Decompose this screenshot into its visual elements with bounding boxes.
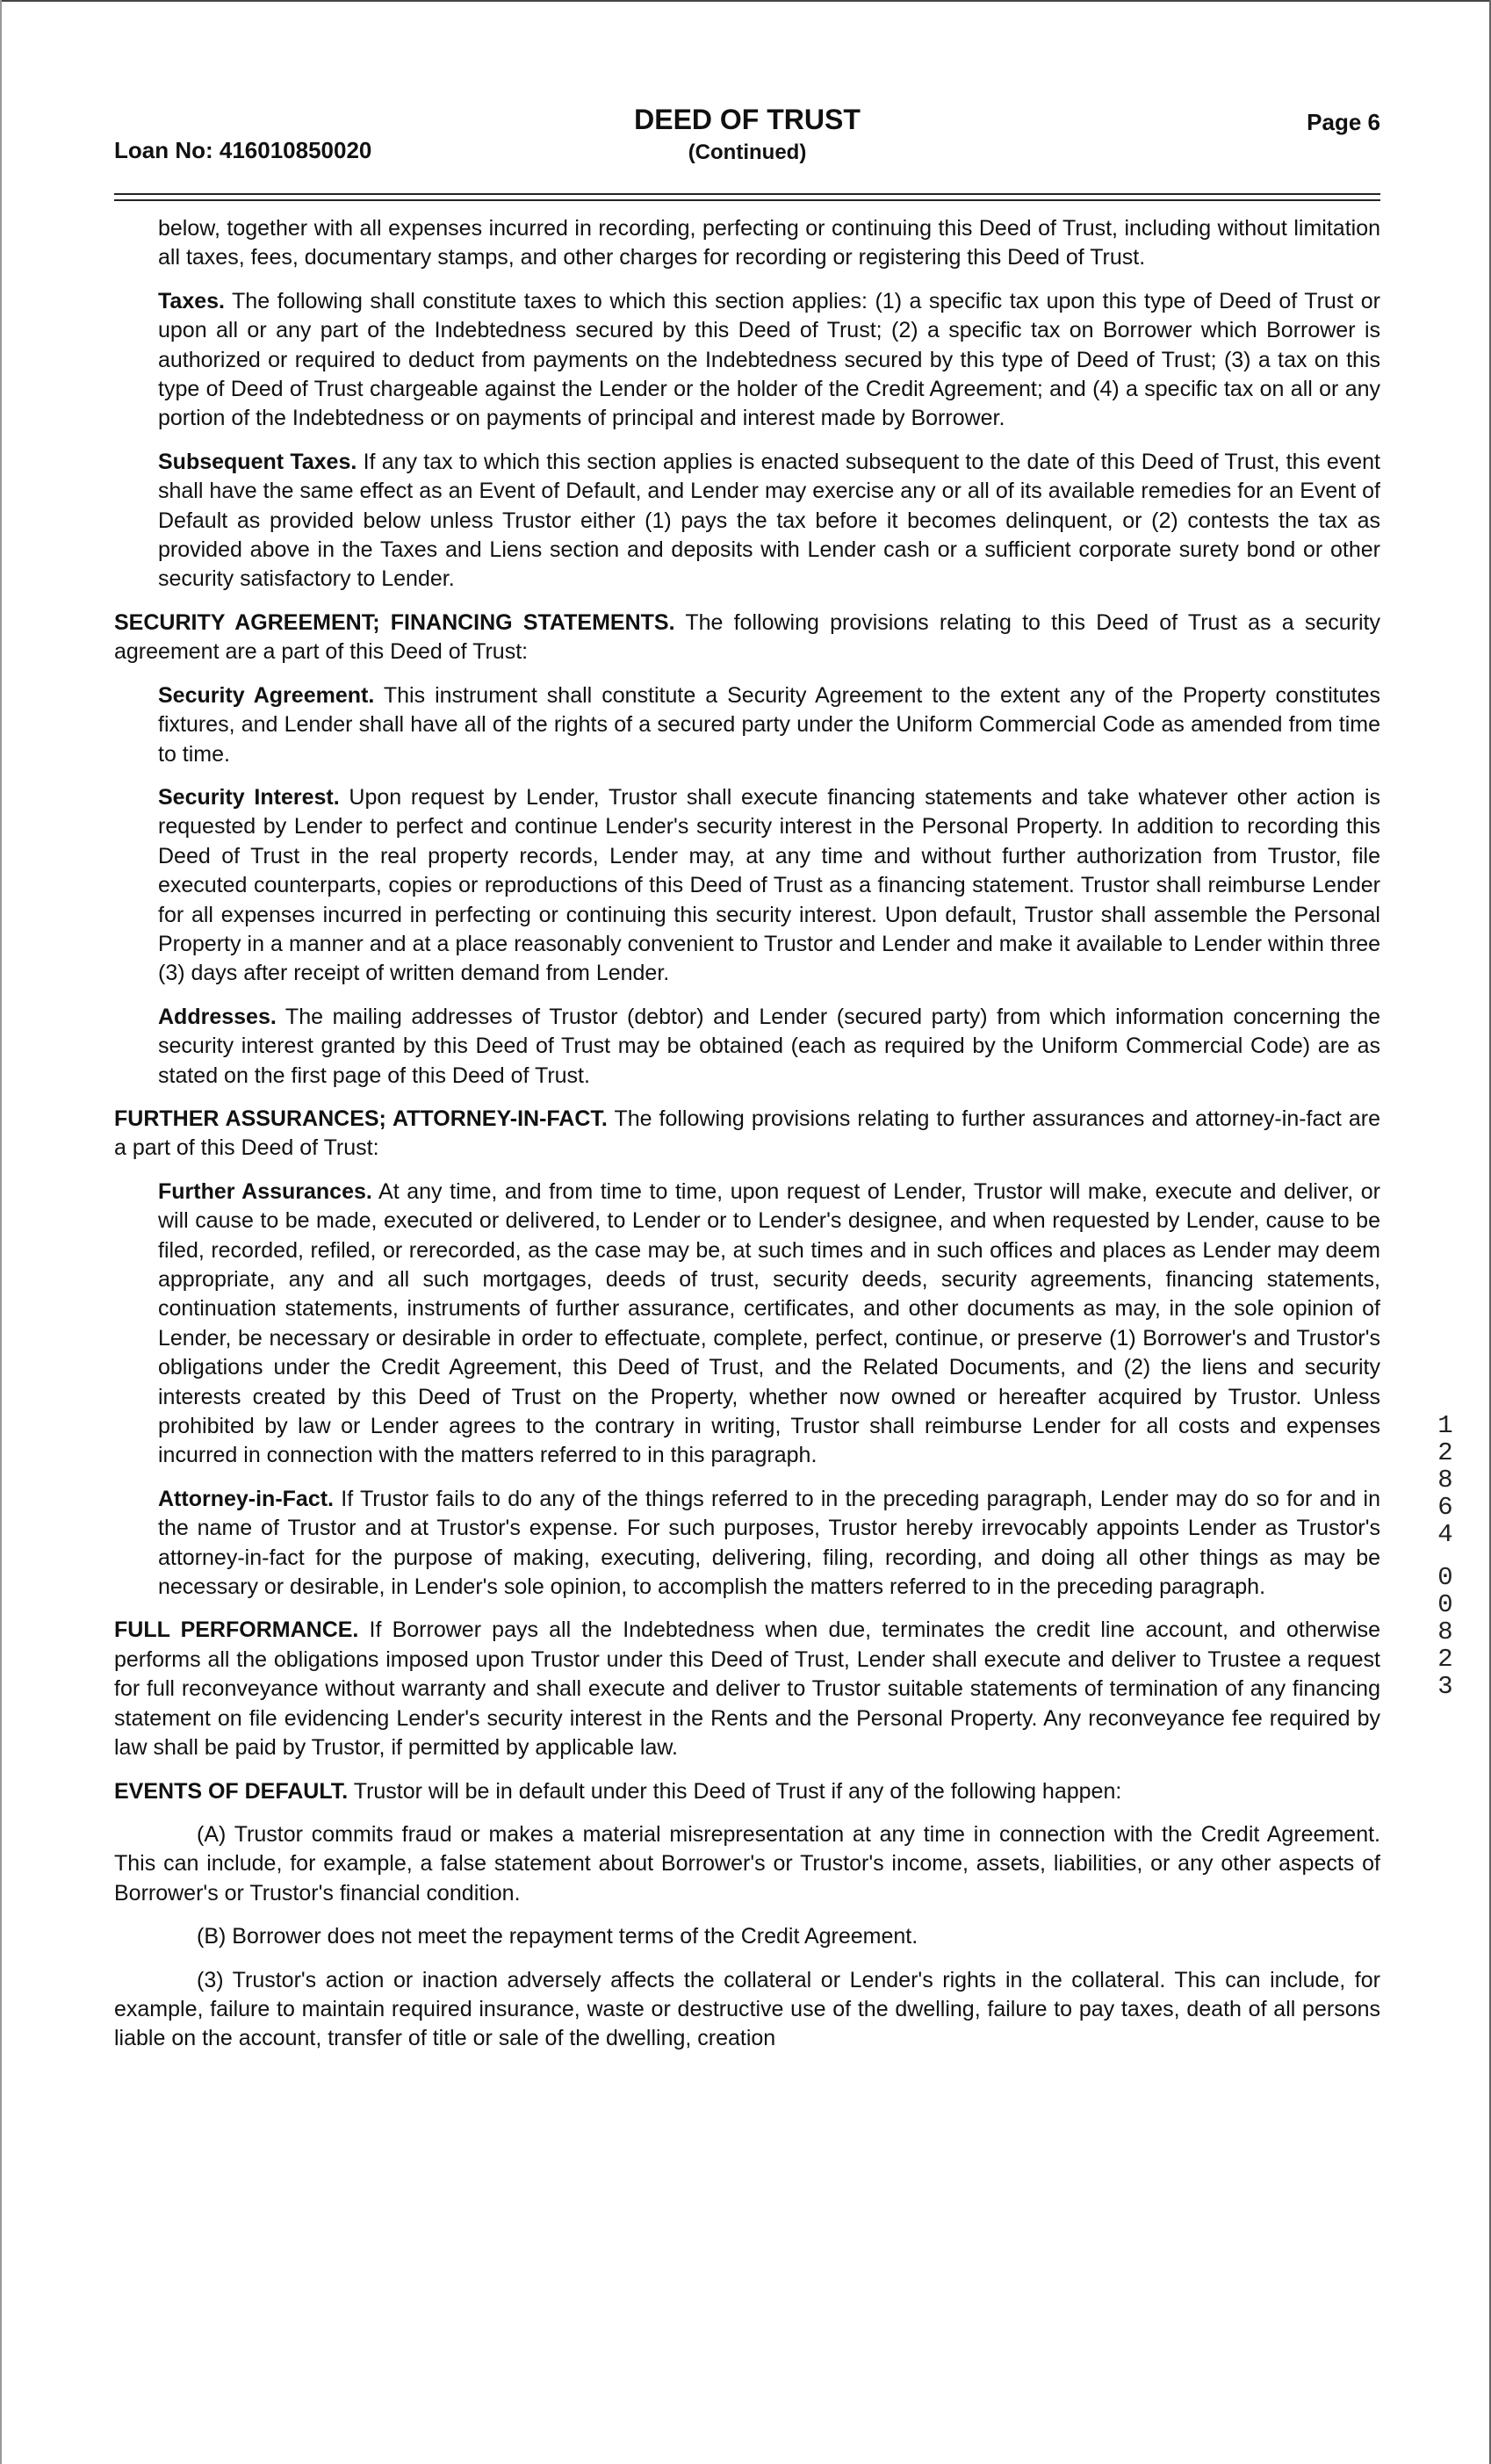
stamp-char: 3 — [1437, 1672, 1453, 1701]
section-heading: Addresses. — [158, 1004, 277, 1029]
stamp-char: 2 — [1437, 1645, 1453, 1674]
paragraph-text: At any time, and from time to time, upon request of Lender, Trustor will make, execute and deliver, or will cause to be made, executed or delivered, to Lender or to Lender's designee, and when requested by Lender, cause to be filed, recorded, refiled, or rerecorded, as the case may be, at such times and in such offices and places as Lender may deem appropriate, any and all such mortgages, deeds of trust, security deeds, security agreements, financing statements, continuation statements, instruments of further assurance, certificates, and other documents as may, in the sole opinion of Lender, be necessary or desirable in order to effectuate, complete, perfect, continue, or preserve (1) Borrower's and Trustor's obligations under the Credit Agreement, this Deed of Trust, and the Related Documents, and (2) the liens and security interests created by this Deed of Trust on the Property, whether now owned or hereafter acquired by Trustor. Unless prohibited by law or Lender agrees to the contrary in writing, Trustor shall reimburse Lender for all costs and expenses incurred in connection with the matters referred to in this paragraph. — [158, 1178, 1380, 1468]
header-rule-bottom — [114, 199, 1380, 201]
paragraph-text: If any tax to which this section applies is enacted subsequent to the date of this Deed of Trust, this event shall have the same effect as an Event of Default, and Lender may exercise any or all of its available remedies for an Event of Default as provided below unless Trustor either (1) pays the tax before it becomes delinquent, or (2) contests the tax as provided above in the Taxes and Liens section and deposits with Lender cash or a sufficient corporate surety bond or other security satisfactory to Lender. — [158, 449, 1380, 592]
paragraph-further-assurances-section — [114, 1105, 1380, 1164]
stamp-char: 2 — [1437, 1438, 1453, 1467]
paragraph-text: The following shall constitute taxes to which this section applies: (1) a specific tax upon this type of Deed of Trust or upon all or any part of the Indebtedness secured by this Deed of Trust; (2) a specific tax on Borrower which Borrower is authorized or required to deduct from payments on the Indebtedness secured by this type of Deed of Trust; (3) a tax on this type of Deed of Trust chargeable against the Lender or the holder of the Credit Agreement; and (4) a specific tax on all or any portion of the Indebtedness or on payments of principal and interest made by Borrower. — [158, 288, 1380, 431]
paragraph-addresses — [114, 1003, 1380, 1091]
page-header — [114, 104, 1380, 174]
paragraph-security-interest — [114, 783, 1380, 989]
paragraph-text: below, together with all expenses incurred in recording, perfecting or continuing this Deed of Trust, including without limitation all taxes, fees, documentary stamps, and other charges for recording or registering this Deed of Trust. — [158, 216, 1380, 270]
header-rule-top — [114, 193, 1380, 195]
paragraph-further-assurances — [114, 1178, 1380, 1471]
paragraph-event-a — [114, 1820, 1380, 1908]
stamp-char: 6 — [1437, 1493, 1453, 1522]
paragraph-attorney-in-fact — [114, 1485, 1380, 1603]
paragraph-event-3 — [114, 1966, 1380, 2054]
stamp-char: 8 — [1437, 1617, 1453, 1646]
document-body — [114, 214, 1380, 2068]
stamp-char: 8 — [1437, 1466, 1453, 1495]
section-heading: Security Interest. — [158, 784, 340, 810]
paragraph-text: (B) Borrower does not meet the repayment terms of the Credit Agreement. — [197, 1924, 918, 1949]
document-subtitle: (Continued) — [688, 140, 807, 164]
document-title: DEED OF TRUST — [634, 104, 861, 135]
paragraph-text: This instrument shall constitute a Security Agreement to the extent any of the Property constitutes fixtures, and Lender shall have all of the rights of a secured party under the Uniform Commercial Code as amended from time to time. — [158, 682, 1380, 767]
page-edge-left — [0, 0, 2, 2464]
page-number: Page 6 — [1307, 109, 1380, 135]
section-heading: FURTHER ASSURANCES; ATTORNEY-IN-FACT. — [114, 1106, 608, 1131]
section-heading: Taxes. — [158, 288, 225, 313]
section-heading: Subsequent Taxes. — [158, 449, 357, 474]
section-heading: SECURITY AGREEMENT; FINANCING STATEMENTS. — [114, 609, 675, 635]
section-heading: EVENTS OF DEFAULT. — [114, 1778, 349, 1804]
stamp-char: 0 — [1437, 1590, 1453, 1619]
paragraph-text: Trustor will be in default under this Deed of Trust if any of the following happen: — [353, 1778, 1122, 1804]
page-edge-top — [0, 0, 1491, 2]
paragraph-text: The following provisions relating to further assurances and attorney-in-fact are a part of this Deed of Trust: — [114, 1106, 1380, 1161]
paragraph-security-agreement-section — [114, 609, 1380, 667]
paragraph-text: (A) Trustor commits fraud or makes a material misrepresentation at any time in connection with the Credit Agreement. This can include, for example, a false statement about Borrower's or Trustor's income, assets, liabilities, or any other aspects of Borrower's or Trustor's financial condition. — [114, 1821, 1380, 1906]
section-heading: Further Assurances. — [158, 1178, 372, 1204]
paragraph-text: If Trustor fails to do any of the things referred to in the preceding paragraph, Lender may do so for and in the name of Trustor and at Trustor's expense. For such purposes, Trustor hereby irrevocably appoints Lender as Trustor's attorney-in-fact for the purpose of making, executing, delivering, filing, recording, and doing all other things as may be necessary or desirable, in Lender's sole opinion, to accomplish the matters referred to in the preceding paragraph. — [158, 1486, 1380, 1600]
paragraph-text: If Borrower pays all the Indebtedness when due, terminates the credit line account, and otherwise performs all the obligations imposed upon Trustor under this Deed of Trust, Lender shall execute and deliver to Trustee a request for full reconveyance without warranty and shall execute and deliver to Trustor suitable statements of termination of any financing statement on file evidencing Lender's security interest in the Rents and the Personal Property. Any reconveyance fee required by law shall be paid by Trustor, if permitted by applicable law. — [114, 1617, 1380, 1761]
stamp-gap — [1428, 1548, 1463, 1564]
recording-stamp — [1428, 1412, 1463, 1700]
paragraph-text: Upon request by Lender, Trustor shall execute financing statements and take whatever other action is requested by Lender to perfect and continue Lender's security interest in the Personal Property. In addition to recording this Deed of Trust in the real property records, Lender may, at any time and without further authorization from Trustor, file executed counterparts, copies or reproductions of this Deed of Trust as a financing statement. Trustor shall reimburse Lender for all expenses incurred in perfecting or continuing this security interest. Upon default, Trustor shall assemble the Personal Property in a manner and at a place reasonably convenient to Trustor and Lender and make it available to Lender within three (3) days after receipt of written demand from Lender. — [158, 784, 1381, 986]
paragraph-text: The mailing addresses of Trustor (debtor) and Lender (secured party) from which information concerning the security interest granted by this Deed of Trust may be obtained (each as required by the Uniform Commercial Code) are as stated on the first page of this Deed of Trust. — [158, 1004, 1380, 1088]
section-heading: FULL PERFORMANCE. — [114, 1617, 359, 1643]
paragraph-text: The following provisions relating to this Deed of Trust as a security agreement are a part of this Deed of Trust: — [114, 609, 1380, 665]
paragraph-subsequent-taxes — [114, 448, 1380, 594]
stamp-char: 4 — [1437, 1520, 1453, 1549]
paragraph-continuation — [114, 214, 1380, 273]
paragraph-security-agreement — [114, 681, 1380, 769]
stamp-char: 0 — [1437, 1563, 1453, 1592]
loan-number: Loan No: 416010850020 — [114, 137, 372, 163]
section-heading: Attorney-in-Fact. — [158, 1486, 334, 1511]
paragraph-text: (3) Trustor's action or inaction adversely affects the collateral or Lender's rights in the collateral. This can include, for example, failure to maintain required insurance, waste or destructive use of the dwelling, failure to pay taxes, death of all persons liable on the account, transfer of title or sale of the dwelling, creation — [114, 1967, 1380, 2051]
stamp-char: 1 — [1437, 1411, 1453, 1440]
paragraph-events-of-default — [114, 1777, 1380, 1806]
paragraph-full-performance — [114, 1616, 1380, 1762]
paragraph-event-b — [114, 1922, 1380, 1951]
paragraph-taxes — [114, 287, 1380, 434]
section-heading: Security Agreement. — [158, 682, 375, 708]
